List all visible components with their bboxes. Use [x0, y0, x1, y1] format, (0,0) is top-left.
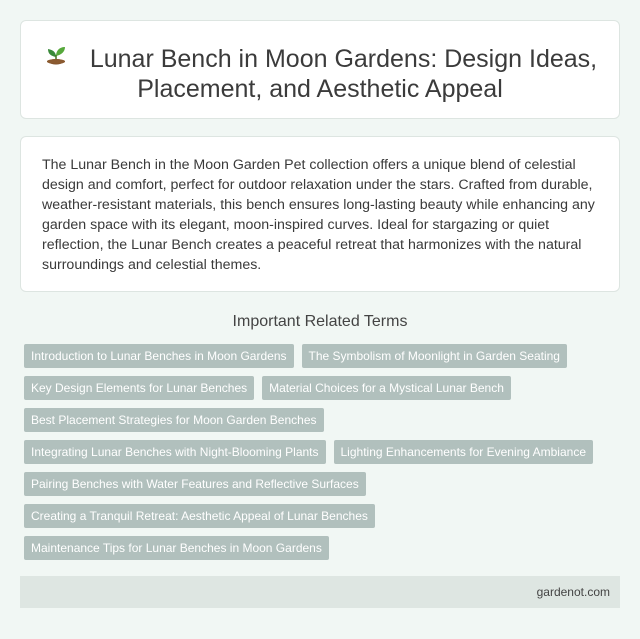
related-term-tag[interactable]: Maintenance Tips for Lunar Benches in Moon Gardens — [24, 536, 329, 560]
related-term-tag[interactable]: Material Choices for a Mystical Lunar Bench — [262, 376, 511, 400]
title-card — [20, 20, 620, 119]
page-title: Lunar Bench in Moon Gardens: Design Ideas, Placement, and Aesthetic Appeal — [89, 45, 598, 103]
page-title-wrapper — [21, 43, 619, 104]
related-term-tag[interactable]: The Symbolism of Moonlight in Garden Seating — [302, 344, 567, 368]
related-term-tag[interactable]: Key Design Elements for Lunar Benches — [24, 376, 254, 400]
related-term-tag[interactable]: Creating a Tranquil Retreat: Aesthetic Appeal of Lunar Benches — [24, 504, 375, 528]
description-text: The Lunar Bench in the Moon Garden Pet collection offers a unique blend of celestial design and comfort, perfect for outdoor relaxation under the stars. Crafted from durable, weather-resistant materials, this bench ensures long-lasting beauty while enhancing any garden space with its elegant, moon-inspired curves. Ideal for stargazing or quiet reflection, the Lunar Bench creates a peaceful retreat that harmonizes with the natural surroundings and celestial themes. — [42, 157, 595, 273]
related-term-tag[interactable]: Introduction to Lunar Benches in Moon Gardens — [24, 344, 294, 368]
related-terms-list — [24, 344, 614, 560]
footer-site-link[interactable]: gardenot.com — [536, 585, 610, 599]
description-card — [20, 136, 620, 292]
related-term-tag[interactable]: Pairing Benches with Water Features and Reflective Surfaces — [24, 472, 366, 496]
footer — [20, 576, 620, 608]
related-terms-heading: Important Related Terms — [232, 313, 408, 330]
related-term-tag[interactable]: Lighting Enhancements for Evening Ambiance — [334, 440, 594, 464]
related-term-tag[interactable]: Best Placement Strategies for Moon Garden Benches — [24, 408, 324, 432]
sprout-icon — [43, 43, 69, 69]
related-term-tag[interactable]: Integrating Lunar Benches with Night-Blooming Plants — [24, 440, 326, 464]
